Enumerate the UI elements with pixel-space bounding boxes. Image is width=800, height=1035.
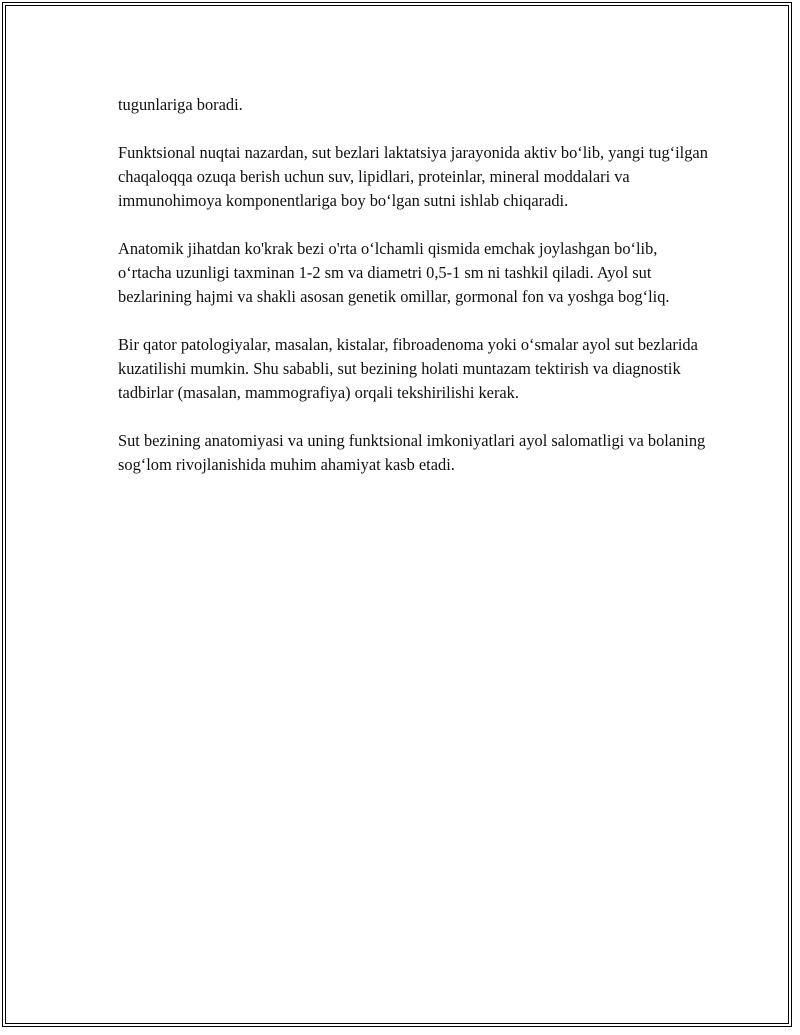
paragraph-5: Sut bezining anatomiyasi va uning funktsional imkoniyatlari ayol salomatligi va bolaning sog‘lom rivojlanishida muhim ahamiyat kasb etadi. [118, 431, 706, 474]
paragraph-3: Anatomik jihatdan ko'krak bezi o'rta o‘lchamli qismida emchak joylashgan bo‘lib, o‘rtacha uzunligi taxminan 1-2 sm va diametri 0,5-1 sm ni tashkil qiladi. Ayol sut bezlarining hajmi va shakli asosan genetik omillar, gormonal fon va yoshga bog‘liq. [118, 239, 670, 306]
paragraph-1: tugunlariga boradi. [118, 95, 243, 114]
paragraph-4: Bir qator patologiyalar, masalan, kistalar, fibroadenoma yoki o‘smalar ayol sut bezlarida kuzatilishi mumkin. Shu sababli, sut bezining holati muntazam tektirish va diagnostik tadbirlar (masalan, mammografiya) orqali tekshirilishi kerak. [118, 335, 698, 402]
document-body [118, 93, 708, 501]
paragraph-2: Funktsional nuqtai nazardan, sut bezlari laktatsiya jarayonida aktiv bo‘lib, yangi tug‘ilgan chaqaloqqa ozuqa berish uchun suv, lipidlari, proteinlar, mineral moddalari va immunohimoya komponentlariga boy bo‘lgan sutni ishlab chiqaradi. [118, 143, 708, 210]
